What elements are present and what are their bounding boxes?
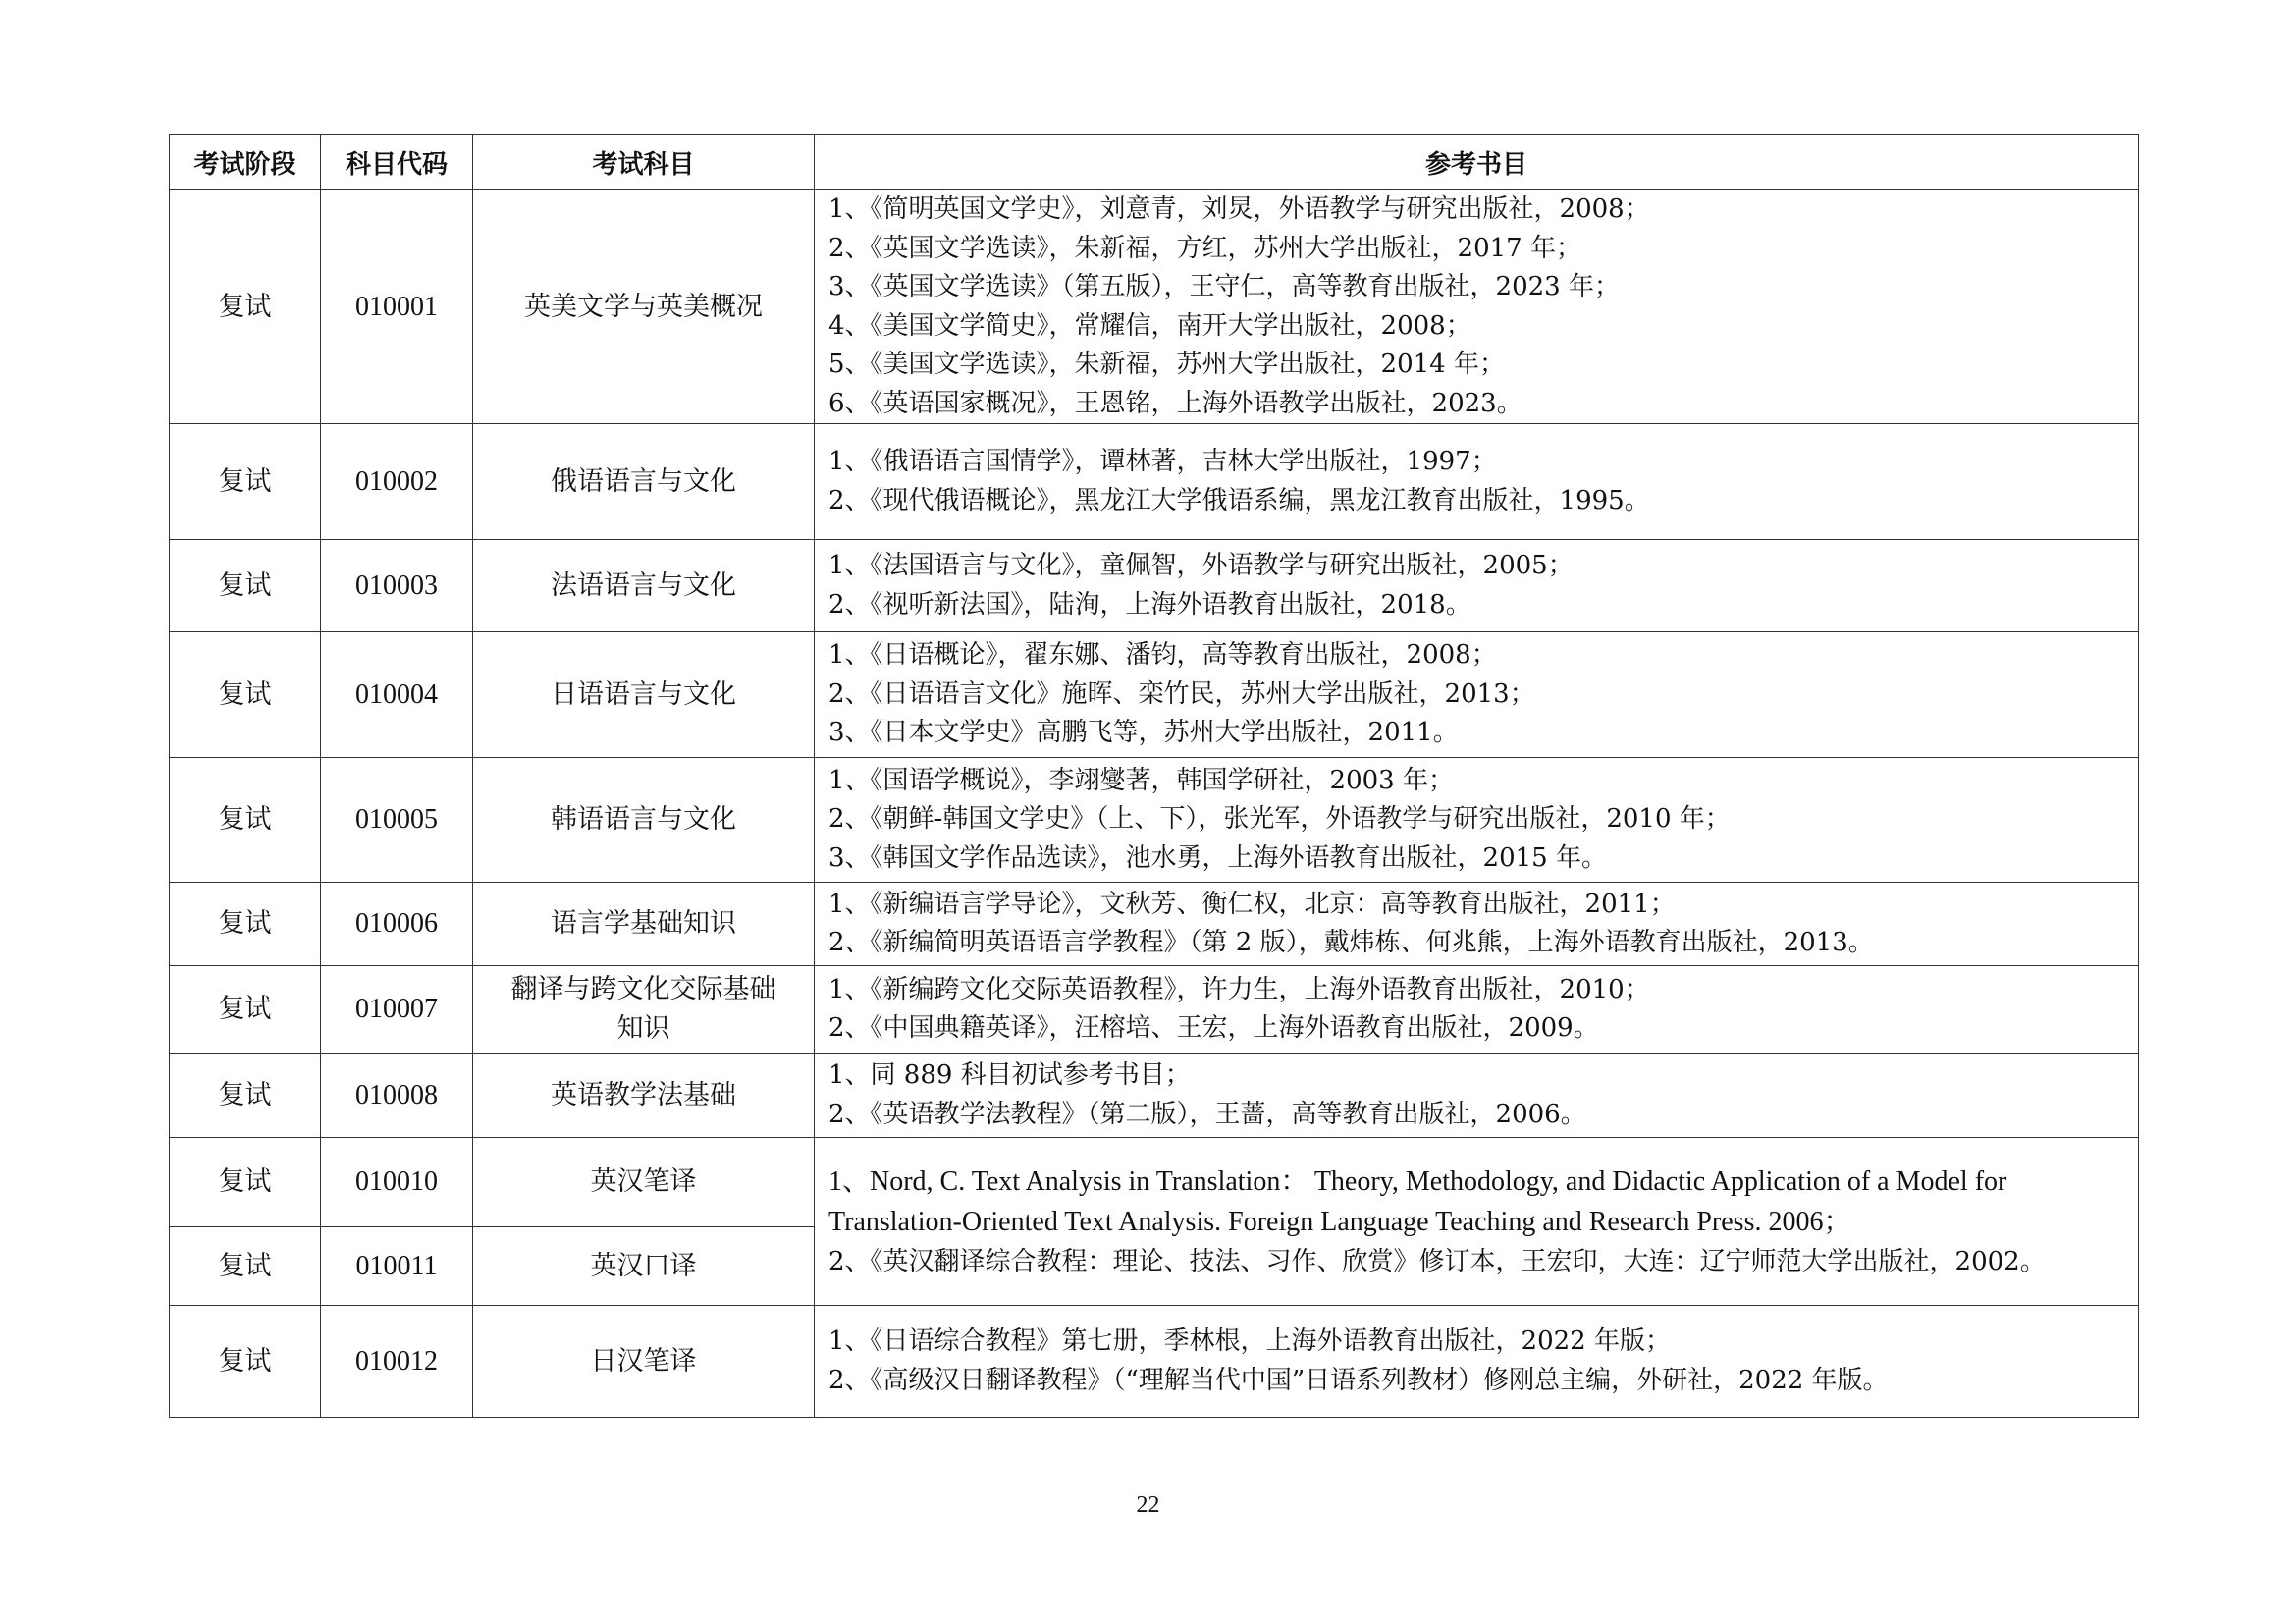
- reference-item: 1、《国语学概说》，李翊燮著，韩国学研社，2003 年；: [828, 765, 1454, 795]
- references-cell: [815, 1054, 2139, 1138]
- table-row: [170, 190, 2139, 424]
- code-cell: 010002: [321, 424, 473, 540]
- table-row: [170, 632, 2139, 758]
- references-cell: [815, 883, 2139, 966]
- stage-cell: 复试: [170, 540, 321, 632]
- page-number: 22: [1136, 1492, 1160, 1518]
- table-header-row: [170, 135, 2139, 190]
- reference-item: 1、《日语综合教程》第七册，季林根，上海外语教育出版社，2022 年版；: [828, 1326, 1671, 1356]
- header-stage: 考试阶段: [170, 135, 321, 190]
- reference-item: 2、《中国典籍英译》，汪榕培、王宏，上海外语教育出版社，2009。: [828, 1013, 1599, 1043]
- references-cell: [815, 632, 2139, 758]
- stage-cell: 复试: [170, 1306, 321, 1418]
- code-cell: 010008: [321, 1054, 473, 1138]
- subject-cell: 英汉口译: [473, 1227, 815, 1306]
- reference-item: 1、《新编语言学导论》，文秋芳、衡仁权，北京：高等教育出版社，2011；: [828, 889, 1676, 919]
- reference-item: 4、《美国文学简史》，常耀信，南开大学出版社，2008；: [828, 310, 1471, 341]
- reference-item: 2、《高级汉日翻译教程》（“理解当代中国”日语系列教材）修刚总主编，外研社，2022 年版。: [828, 1365, 1889, 1395]
- code-cell: 010007: [321, 966, 473, 1054]
- reference-item: 1、同 889 科目初试参考书目；: [828, 1060, 1191, 1090]
- subject-cell: 英汉笔译: [473, 1138, 815, 1227]
- subject-cell: 俄语语言与文化: [473, 424, 815, 540]
- subject-cell: 英语教学法基础: [473, 1054, 815, 1138]
- reference-item: 3、《日本文学史》高鹏飞等，苏州大学出版社，2011。: [828, 718, 1459, 748]
- table-row: [170, 1306, 2139, 1418]
- subject-cell: 韩语语言与文化: [473, 758, 815, 883]
- header-code: 科目代码: [321, 135, 473, 190]
- stage-cell: 复试: [170, 1227, 321, 1306]
- stage-cell: 复试: [170, 758, 321, 883]
- references-cell: [815, 758, 2139, 883]
- reference-item: 2、《英国文学选读》，朱新福，方红，苏州大学出版社，2017 年；: [828, 233, 1581, 263]
- stage-cell: 复试: [170, 1054, 321, 1138]
- references-cell: [815, 424, 2139, 540]
- code-cell: 010004: [321, 632, 473, 758]
- subject-cell: 日语语言与文化: [473, 632, 815, 758]
- reference-item: 2、《英语教学法教程》（第二版），王蔷，高等教育出版社，2006。: [828, 1099, 1586, 1129]
- reference-item: 1、《法国语言与文化》，童佩智，外语教学与研究出版社，2005；: [828, 551, 1574, 580]
- subject-cell: 英美文学与英美概况: [473, 190, 815, 424]
- code-cell: 010006: [321, 883, 473, 966]
- reference-item: 1、《简明英国文学史》，刘意青，刘炅，外语教学与研究出版社，2008；: [828, 194, 1650, 224]
- reference-item: 6、《英语国家概况》，王恩铭，上海外语教学出版社，2023。: [828, 388, 1522, 418]
- references-cell: [815, 966, 2139, 1054]
- reference-item: 2、《新编简明英语语言学教程》（第 2 版），戴炜栋、何兆熊，上海外语教育出版社，2013。: [828, 928, 1874, 957]
- code-cell: 010011: [321, 1227, 473, 1306]
- stage-cell: 复试: [170, 966, 321, 1054]
- reference-item: 1、《俄语语言国情学》，谭林著，吉林大学出版社，1997；: [828, 447, 1497, 476]
- table-row: [170, 424, 2139, 540]
- subject-cell: 语言学基础知识: [473, 883, 815, 966]
- reference-item: 3、《韩国文学作品选读》，池水勇，上海外语教育出版社，2015 年。: [828, 842, 1607, 873]
- code-cell: 010005: [321, 758, 473, 883]
- stage-cell: 复试: [170, 1138, 321, 1227]
- reference-item: 3、《英国文学选读》（第五版），王守仁，高等教育出版社，2023 年；: [828, 272, 1620, 301]
- code-cell: 010010: [321, 1138, 473, 1227]
- header-references: 参考书目: [815, 135, 2139, 190]
- reference-item: 2、《日语语言文化》施晖、栾竹民，苏州大学出版社，2013；: [828, 678, 1535, 709]
- subject-cell: 日汉笔译: [473, 1306, 815, 1418]
- code-cell: 010001: [321, 190, 473, 424]
- stage-cell: 复试: [170, 883, 321, 966]
- shared-references-cell: [815, 1138, 2139, 1306]
- stage-cell: 复试: [170, 190, 321, 424]
- reference-item: 2、《英汉翻译综合教程：理论、技法、习作、欣赏》修订本，王宏印，大连：辽宁师范大学出版社，2002。: [828, 1246, 2046, 1276]
- table-row: [170, 540, 2139, 632]
- reference-item: 2、《视听新法国》，陆洵，上海外语教育出版社，2018。: [828, 589, 1471, 620]
- stage-cell: 复试: [170, 424, 321, 540]
- subject-cell: 法语语言与文化: [473, 540, 815, 632]
- reference-item: 2、《现代俄语概论》，黑龙江大学俄语系编，黑龙江教育出版社，1995。: [828, 485, 1650, 515]
- reference-item: 5、《美国文学选读》，朱新福，苏州大学出版社，2014 年；: [828, 350, 1505, 379]
- reference-item: 1、《日语概论》，翟东娜、潘钧，高等教育出版社，2008；: [828, 640, 1497, 671]
- table-row: [170, 758, 2139, 883]
- table-row: [170, 883, 2139, 966]
- reference-item: 2、《朝鲜-韩国文学史》（上、下），张光军，外语教学与研究出版社，2010 年；: [828, 804, 1731, 835]
- reference-books-table: [169, 134, 2139, 1418]
- table-row: [170, 1138, 2139, 1227]
- code-cell: 010003: [321, 540, 473, 632]
- subject-cell: 翻译与跨文化交际基础知识: [473, 966, 815, 1054]
- code-cell: 010012: [321, 1306, 473, 1418]
- header-subject: 考试科目: [473, 135, 815, 190]
- table-row: [170, 1054, 2139, 1138]
- reference-item: 1、《新编跨文化交际英语教程》，许力生，上海外语教育出版社，2010；: [828, 974, 1650, 1004]
- references-cell: [815, 190, 2139, 424]
- references-cell: [815, 540, 2139, 632]
- table-row: [170, 966, 2139, 1054]
- reference-item: 1、Nord, C. Text Analysis in Translation： Theory, Methodology, and Didactic Application of a Model for Translation-Oriented Text Analysis. Foreign Language Teaching and Research Press. 2006；: [828, 1165, 2007, 1237]
- references-cell: [815, 1306, 2139, 1418]
- stage-cell: 复试: [170, 632, 321, 758]
